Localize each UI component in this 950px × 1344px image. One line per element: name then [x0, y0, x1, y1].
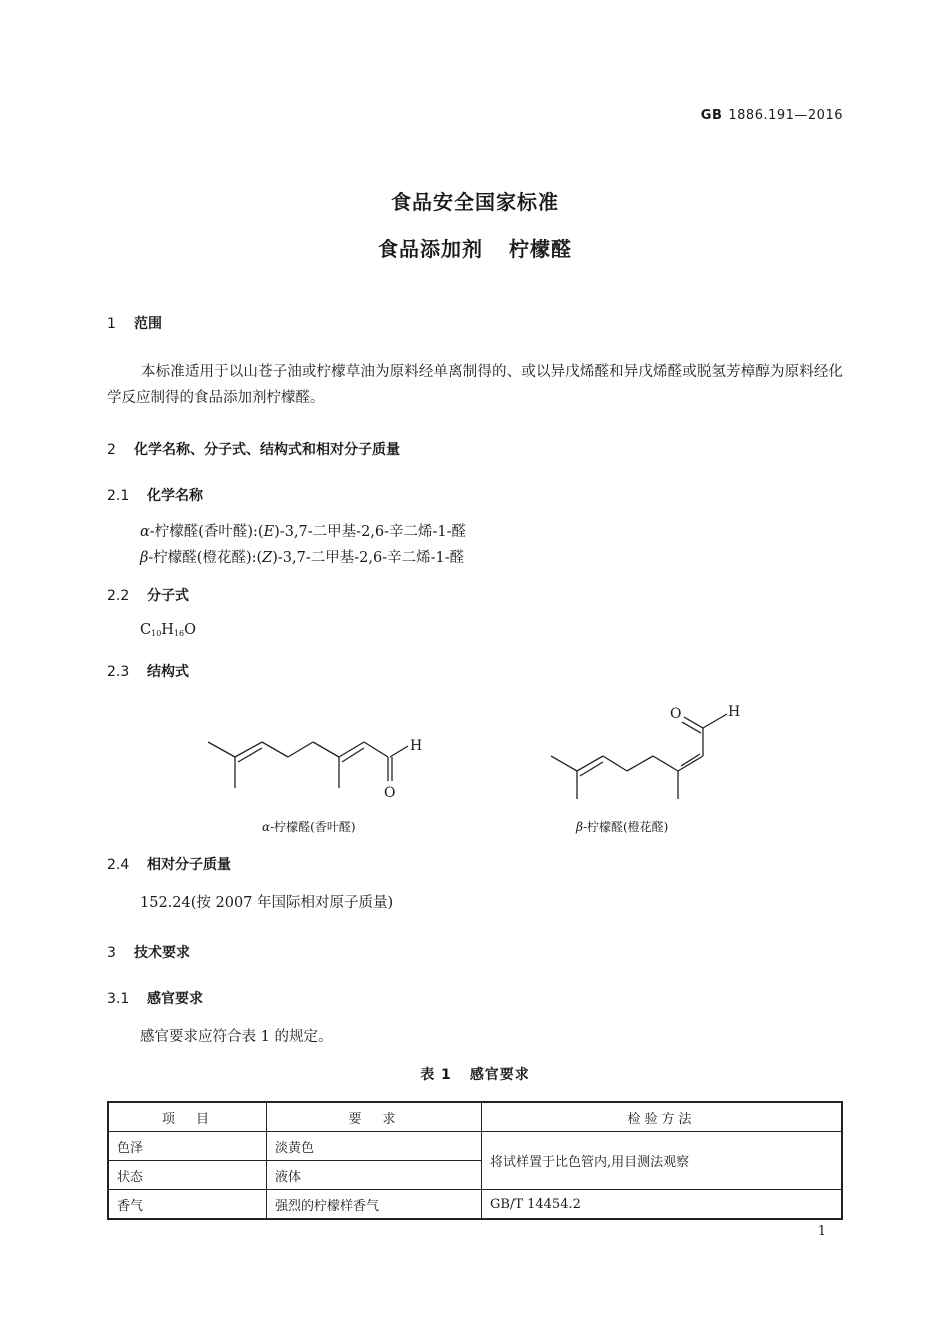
subtitle-product: 柠檬醛 [509, 237, 572, 261]
standard-number: 1886.191—2016 [728, 108, 843, 123]
cell-item: 色泽 [108, 1132, 267, 1161]
document-title: 食品安全国家标准 [391, 190, 559, 214]
section-title: 相对分子质量 [147, 857, 231, 873]
molecular-formula: $C_{10}H_{16}O$ [140, 622, 197, 638]
alpha-bonds [208, 742, 408, 788]
section-3-1-heading [107, 988, 203, 1008]
section-3-heading [107, 942, 190, 962]
cell-method: 将试样置于比色管内,用目测法观察 [482, 1132, 843, 1190]
table-row [108, 1132, 842, 1161]
cell-requirement: 强烈的柠檬样香气 [267, 1190, 482, 1220]
sensory-requirements-table [107, 1101, 843, 1220]
section-number: 2.1 [107, 488, 130, 504]
section-title: 化学名称 [147, 488, 203, 504]
header-item: 项 目 [108, 1102, 267, 1132]
header-requirement: 要 求 [267, 1102, 482, 1132]
beta-atom-h: H [728, 704, 741, 720]
page-number: 1 [817, 1224, 826, 1239]
section-number: 2 [107, 442, 116, 458]
header-method: 检验方法 [482, 1102, 843, 1132]
section-number: 3 [107, 945, 116, 961]
table-caption: 感官要求 [469, 1067, 530, 1083]
section-2-4-heading [107, 854, 231, 874]
standard-prefix: GB [700, 108, 723, 123]
molecular-weight: 152.24(按 2007 年国际相对原子质量) [140, 895, 394, 911]
alpha-citral-name: α-柠檬醛(香叶醛):(E)-3,7-二甲基-2,6-辛二烯-1-醛 [140, 524, 467, 540]
section-number: 3.1 [107, 991, 130, 1007]
section-title: 技术要求 [134, 945, 190, 961]
cell-requirement: 淡黄色 [267, 1132, 482, 1161]
section-number: 2.4 [107, 857, 130, 873]
cell-requirement: 液体 [267, 1161, 482, 1190]
subtitle-category: 食品添加剂 [378, 237, 483, 261]
cell-method: GB/T 14454.2 [482, 1190, 843, 1220]
beta-caption: β-柠檬醛(橙花醛) [576, 820, 669, 834]
alpha-caption: α-柠檬醛(香叶醛) [262, 820, 356, 834]
beta-bonds [551, 714, 727, 799]
beta-atom-o: O [670, 706, 682, 722]
alpha-atom-o: O [384, 785, 396, 801]
cell-item: 香气 [108, 1190, 267, 1220]
section-title: 化学名称、分子式、结构式和相对分子质量 [134, 442, 400, 458]
section-title: 分子式 [147, 588, 189, 604]
scope-paragraph: 本标准适用于以山苍子油或柠檬草油为原料经单离制得的、或以异戊烯醛和异戊烯醛或脱氢芳樟醇为原料经化学反应制得的食品添加剂柠檬醛。 [107, 364, 843, 406]
cell-item: 状态 [108, 1161, 267, 1190]
section-number: 2.2 [107, 588, 130, 604]
sensory-intro: 感官要求应符合表 1 的规定。 [140, 1029, 333, 1045]
section-title: 感官要求 [147, 991, 203, 1007]
section-title: 范围 [134, 316, 162, 332]
beta-citral-name: β-柠檬醛(橙花醛):(Z)-3,7-二甲基-2,6-辛二烯-1-醛 [140, 550, 465, 566]
section-title: 结构式 [147, 664, 189, 680]
alpha-atom-h: H [410, 738, 423, 754]
table-label: 表 1 [420, 1067, 452, 1083]
table-row [108, 1190, 842, 1220]
table-header-row [108, 1102, 842, 1132]
section-number: 2.3 [107, 664, 130, 680]
table-1-title [0, 1064, 950, 1084]
section-number: 1 [107, 316, 116, 332]
